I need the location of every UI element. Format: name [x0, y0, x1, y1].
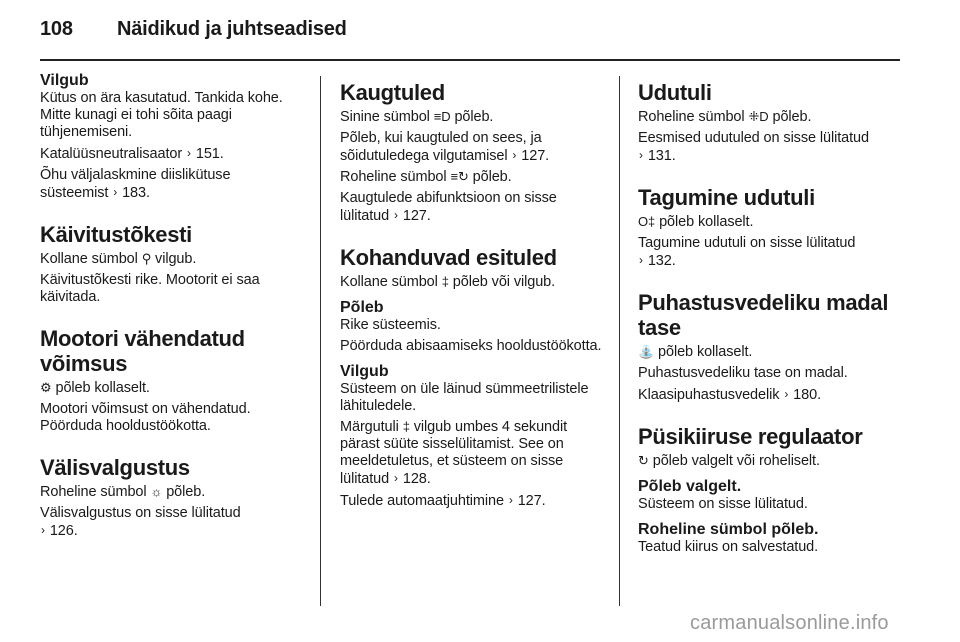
column-2	[340, 72, 602, 510]
section-kohanduvad-esituled: Kohanduvad esituled Kollane sümbol ‡ põleb või vilgub. Põleb Rike süsteemis. Pöörduda abisaamiseks hooldustöökotta. Vilgub Süsteem on üle läinud sümmeetrilistele lähituledele. Märgutuli ‡ vilgub umbes 4 sekundit pärast süüte sisselülitamist. See on meeldetuletus, et süsteem on sisse lülitatud › 128. Tulede automaatjuhtimine › 127.	[340, 245, 602, 509]
reference-arrow-icon: ›	[639, 148, 643, 162]
section-heading: Käivitustõkesti	[40, 222, 192, 247]
side-light-icon: ☼	[150, 484, 163, 499]
paragraph: Puhastusvedeliku tase on madal.	[638, 365, 848, 381]
section-pusikiiruse-regulaator: Püsikiiruse regulaator ↻ põleb valgelt või roheliselt. Põleb valgelt. Süsteem on sisse lülitatud. Roheline sümbol põleb. Teatud kiirus on salvestatud.	[638, 424, 900, 556]
reference-arrow-icon: ›	[394, 471, 398, 485]
cruise-control-icon: ↻	[638, 453, 649, 468]
subsection-heading: Põleb valgelt.	[638, 478, 742, 495]
afl-icon: ‡	[441, 274, 449, 289]
reference-arrow-icon: ›	[113, 185, 118, 199]
cross-reference: Eesmised udutuled on sisse lülitatud › 131.	[638, 130, 869, 164]
reference-arrow-icon: ›	[512, 148, 517, 162]
section-tagumine-udutuli: Tagumine udutuli O‡ põleb kollaselt. Tagumine udutuli on sisse lülitatud › 132.	[638, 185, 900, 270]
section-heading: Tagumine udutuli	[638, 185, 815, 210]
subsection-heading: Roheline sümbol põleb.	[638, 521, 819, 538]
front-fog-icon: ⁜D	[748, 109, 769, 124]
section-heading: Udutuli	[638, 80, 712, 105]
reference-arrow-icon: ›	[639, 253, 643, 267]
cross-reference: Välisvalgustus on sisse lülitatud › 126.	[40, 505, 241, 539]
cross-reference: Kaugtulede abifunktsioon on sisse lülitatud › 127.	[340, 190, 557, 224]
cross-reference: Klaasipuhastusvedelik › 180.	[638, 387, 821, 403]
section-kaivitustokesti: Käivitustõkesti Kollane sümbol ⚲ vilgub. Käivitustõkesti rike. Mootorit ei saa käivitada.	[40, 222, 302, 306]
paragraph: Rike süsteemis.	[340, 317, 441, 333]
section-heading: Kaugtuled	[340, 80, 445, 105]
cross-reference: Katalüüsneutralisaator › 151.	[40, 146, 224, 162]
car-key-icon: ⚲	[141, 251, 152, 266]
column-3	[638, 72, 900, 556]
column-divider	[619, 76, 620, 606]
reference-arrow-icon: ›	[41, 523, 45, 537]
high-beam-icon: ≡D	[433, 109, 451, 124]
paragraph: Süsteem on sisse lülitatud.	[638, 496, 808, 512]
section-heading: Kohanduvad esituled	[340, 245, 557, 270]
cross-reference: Põleb, kui kaugtuled on sees, ja sõidutuledega vilgutamisel › 127.	[340, 130, 550, 164]
section-kaugtuled: Kaugtuled Sinine sümbol ≡D põleb. Põleb, kui kaugtuled on sees, ja sõidutuledega vilgutamisel › 127. Roheline sümbol ≡↻ põleb. Kaugtulede abifunktsioon on sisse lülitatud › 127.	[340, 80, 602, 225]
header-rule	[40, 59, 900, 61]
paragraph: Käivitustõkesti rike. Mootorit ei saa käivitada.	[40, 272, 260, 305]
paragraph: Süsteem on üle läinud sümmeetrilistele lähituledele.	[340, 381, 589, 414]
section-mootori-vahendatud-voimsus: Mootori vähendatud võimsus ⚙ põleb kollaselt. Mootori võimsust on vähendatud. Pöörduda hooldustöökotta.	[40, 326, 302, 435]
reference-arrow-icon: ›	[187, 146, 191, 160]
reference-arrow-icon: ›	[508, 493, 513, 507]
engine-power-icon: ⚙	[40, 380, 52, 395]
section-heading: Välisvalgustus	[40, 455, 190, 480]
page-number: 108	[40, 18, 73, 40]
section-heading: Mootori vähendatud võimsus	[40, 326, 245, 376]
paragraph: Teatud kiirus on salvestatud.	[638, 539, 819, 555]
column-1	[40, 72, 302, 540]
paragraph: Kütus on ära kasutatud. Tankida kohe. Mitte kunagi ei tohi sõita paagi tühjenemiseni.	[40, 90, 283, 140]
section-valisvalgustus: Välisvalgustus Roheline sümbol ☼ põleb. Välisvalgustus on sisse lülitatud › 126.	[40, 455, 302, 540]
cross-reference: Tagumine udutuli on sisse lülitatud › 132.	[638, 235, 856, 269]
cross-reference: Õhu väljalaskmine diislikütuse süsteemist › 183.	[40, 167, 231, 201]
cross-reference: Tulede automaatjuhtimine › 127.	[340, 493, 546, 509]
section-heading: Puhastusvedeliku madal tase	[638, 290, 889, 340]
section-vilgub	[40, 72, 302, 202]
rear-fog-icon: O‡	[638, 214, 656, 229]
subsection-heading: Põleb	[340, 299, 384, 316]
page-title: Näidikud ja juhtseadised	[117, 18, 347, 40]
watermark: carmanualsonline.info	[690, 612, 889, 634]
paragraph: Mootori võimsust on vähendatud. Pöörduda hooldustöökotta.	[40, 401, 251, 434]
reference-arrow-icon: ›	[394, 208, 398, 222]
subsection-heading: Vilgub	[340, 363, 389, 380]
high-beam-assist-icon: ≡↻	[450, 169, 469, 184]
cross-reference: Märgutuli ‡ vilgub umbes 4 sekundit pärast süüte sisselülitamist. See on meeldetuletus, et süsteem on sisse lülitatud › 128.	[340, 419, 568, 487]
section-heading: Püsikiiruse regulaator	[638, 424, 863, 449]
column-divider	[320, 76, 321, 606]
section-heading: Vilgub	[40, 72, 89, 89]
reference-arrow-icon: ›	[784, 387, 789, 401]
page-header	[40, 18, 347, 48]
washer-fluid-icon: ⛲	[638, 344, 655, 359]
section-puhastusvedeliku-madal-tase: Puhastusvedeliku madal tase ⛲ põleb kollaselt. Puhastusvedeliku tase on madal. Klaasipuhastusvedelik › 180.	[638, 290, 900, 404]
section-udutuli: Udutuli Roheline sümbol ⁜D põleb. Eesmised udutuled on sisse lülitatud › 131.	[638, 80, 900, 165]
paragraph: Pöörduda abisaamiseks hooldustöökotta.	[340, 338, 602, 354]
afl-icon: ‡	[402, 419, 410, 434]
